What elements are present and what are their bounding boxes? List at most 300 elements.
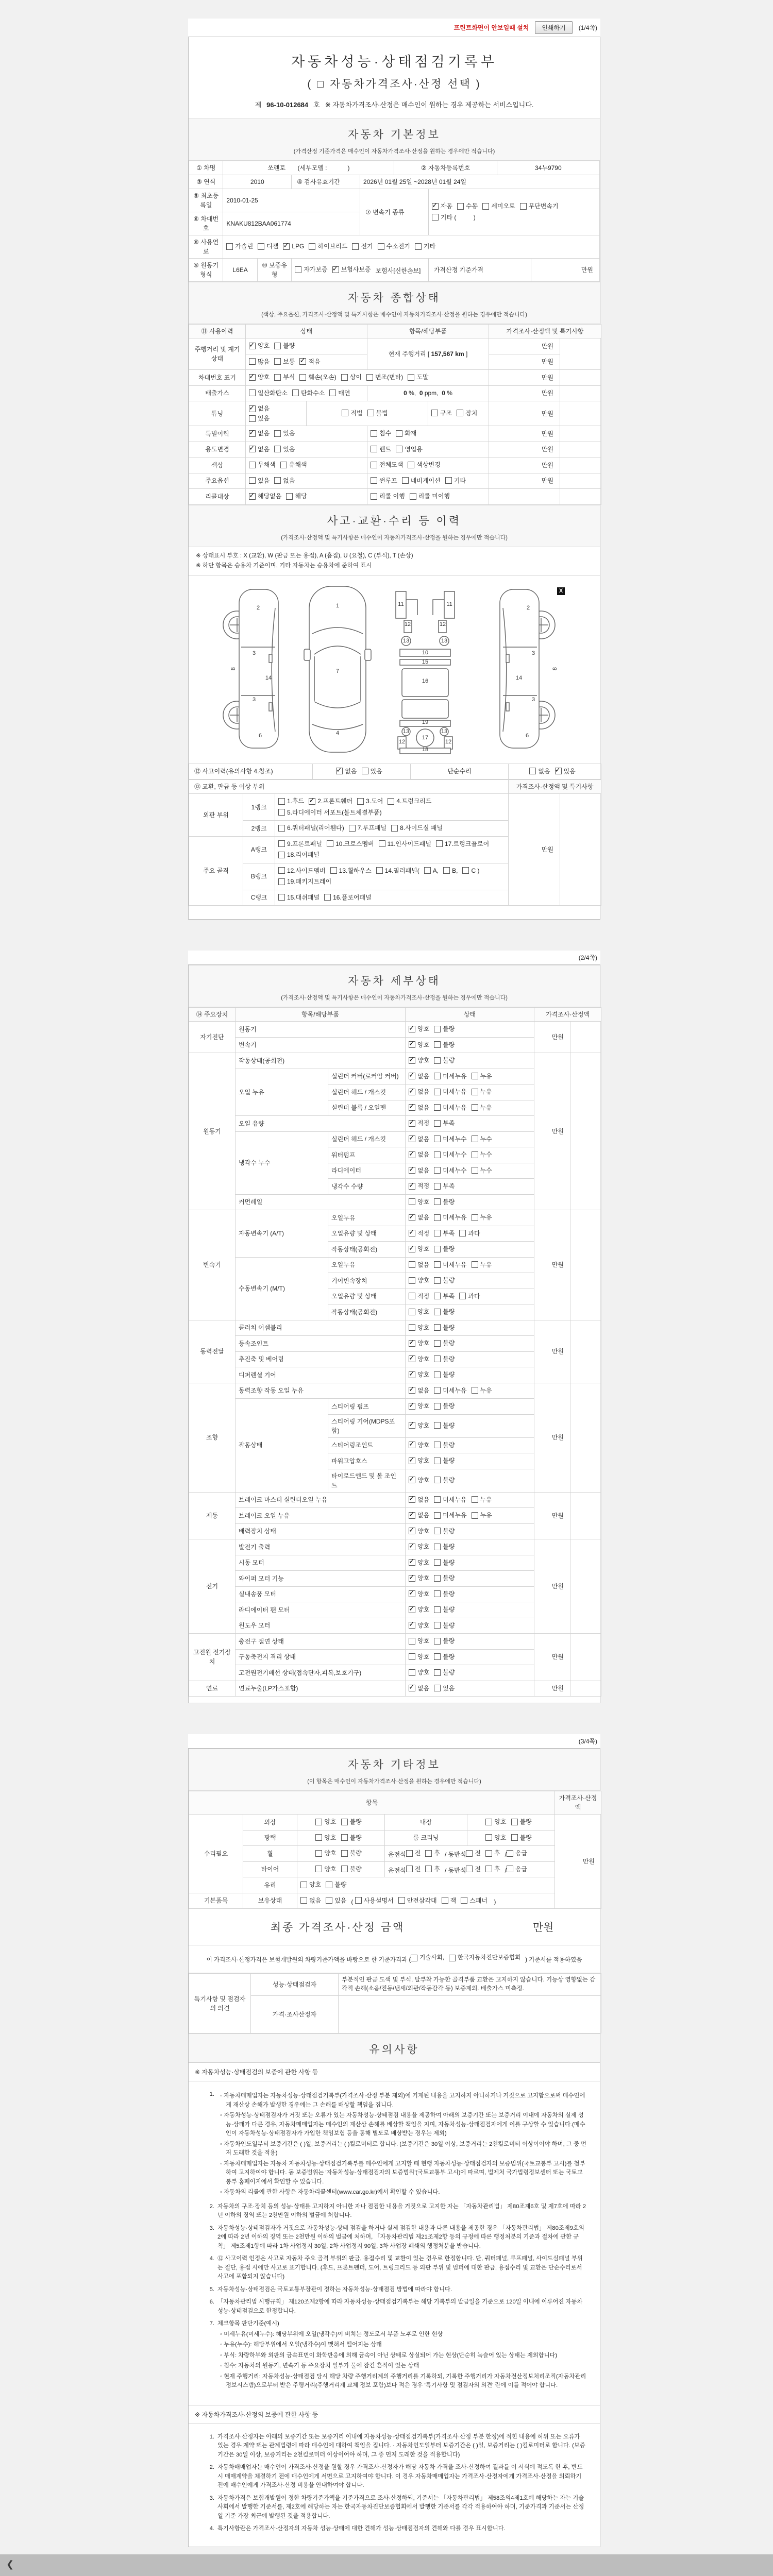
checkbox-option[interactable] — [409, 1668, 429, 1677]
checkbox-icon[interactable] — [355, 1897, 362, 1904]
checkbox-option[interactable] — [409, 1495, 429, 1504]
checkbox-icon[interactable] — [411, 1955, 417, 1961]
checkbox-icon[interactable] — [434, 1606, 441, 1613]
scroll-left-icon[interactable]: ❮ — [6, 2559, 14, 2569]
checkbox-option[interactable] — [249, 476, 270, 485]
checkbox-icon[interactable] — [300, 1882, 307, 1888]
checkbox-icon[interactable] — [434, 1590, 441, 1597]
checkbox-icon[interactable] — [434, 1638, 441, 1645]
checkbox-option[interactable] — [409, 1338, 429, 1348]
checkbox-icon[interactable] — [341, 1834, 348, 1841]
checkbox-option[interactable] — [278, 850, 320, 859]
checkbox-option[interactable] — [406, 1849, 421, 1858]
checkbox-option[interactable] — [379, 839, 431, 849]
checkbox-option[interactable] — [409, 1354, 429, 1364]
checkbox-option[interactable] — [406, 1865, 421, 1874]
horizontal-scrollbar[interactable] — [0, 2554, 773, 2576]
checkbox-option[interactable] — [299, 372, 336, 382]
checkbox-icon[interactable] — [436, 840, 443, 847]
checkbox-icon[interactable] — [434, 1167, 441, 1174]
checkbox-option[interactable] — [424, 866, 439, 875]
checkbox-option[interactable] — [555, 767, 576, 776]
checkbox-option[interactable] — [274, 341, 295, 350]
checkbox-option[interactable] — [432, 213, 476, 222]
checkbox-icon[interactable] — [442, 1897, 448, 1904]
checkbox-option[interactable] — [249, 445, 270, 454]
checkbox-icon[interactable] — [280, 462, 287, 468]
checkbox-option[interactable] — [457, 409, 477, 418]
checkbox-option[interactable] — [332, 265, 371, 274]
checkbox-option[interactable] — [434, 1495, 466, 1504]
checked-checkbox-icon[interactable] — [409, 1371, 415, 1378]
checkbox-icon[interactable] — [462, 867, 469, 874]
checked-checkbox-icon[interactable] — [409, 1622, 415, 1629]
checked-checkbox-icon[interactable] — [409, 1104, 415, 1111]
checkbox-option[interactable] — [461, 1896, 488, 1905]
checkbox-option[interactable] — [409, 1276, 429, 1285]
checkbox-option[interactable] — [388, 796, 431, 806]
checkbox-option[interactable] — [409, 1181, 429, 1191]
checkbox-option[interactable] — [274, 476, 295, 485]
checkbox-option[interactable] — [472, 1103, 492, 1112]
checkbox-icon[interactable] — [408, 374, 414, 381]
checkbox-option[interactable] — [398, 1896, 437, 1905]
checkbox-option[interactable] — [409, 1292, 429, 1301]
checkbox-icon[interactable] — [409, 1324, 415, 1331]
checkbox-option[interactable] — [409, 1476, 429, 1485]
checkbox-icon[interactable] — [449, 1955, 456, 1961]
checked-checkbox-icon[interactable] — [409, 1422, 415, 1429]
checked-checkbox-icon[interactable] — [249, 374, 256, 381]
checkbox-option[interactable] — [409, 1684, 429, 1693]
checkbox-option[interactable] — [396, 445, 423, 454]
checked-checkbox-icon[interactable] — [249, 446, 256, 452]
checkbox-option[interactable] — [434, 1573, 455, 1583]
checkbox-icon[interactable] — [402, 477, 409, 484]
checkbox-option[interactable] — [278, 839, 322, 849]
checkbox-option[interactable] — [434, 1229, 455, 1238]
checkbox-icon[interactable] — [278, 852, 285, 858]
checkbox-option[interactable] — [315, 1817, 336, 1826]
checkbox-icon[interactable] — [379, 840, 385, 847]
checkbox-icon[interactable] — [507, 1850, 513, 1857]
checkbox-icon[interactable] — [258, 243, 264, 250]
checkbox-option[interactable] — [434, 1338, 455, 1348]
checkbox-option[interactable] — [336, 767, 357, 776]
checkbox-icon[interactable] — [425, 1866, 432, 1872]
checkbox-icon[interactable] — [432, 214, 439, 221]
checkbox-option[interactable] — [434, 1244, 455, 1253]
checkbox-icon[interactable] — [472, 1136, 478, 1142]
checked-checkbox-icon[interactable] — [432, 203, 439, 210]
checkbox-icon[interactable] — [434, 1512, 441, 1519]
checked-checkbox-icon[interactable] — [409, 1073, 415, 1079]
checkbox-icon[interactable] — [278, 809, 285, 816]
checkbox-option[interactable] — [292, 388, 325, 398]
checkbox-option[interactable] — [352, 242, 373, 251]
checkbox-icon[interactable] — [409, 1653, 415, 1660]
checked-checkbox-icon[interactable] — [409, 1246, 415, 1252]
checkbox-option[interactable] — [409, 1370, 429, 1379]
checked-checkbox-icon[interactable] — [249, 430, 256, 437]
checkbox-option[interactable] — [341, 1865, 362, 1874]
checkbox-option[interactable] — [434, 1072, 466, 1081]
checkbox-icon[interactable] — [529, 768, 536, 774]
checked-checkbox-icon[interactable] — [409, 1120, 415, 1127]
checkbox-option[interactable] — [409, 1244, 429, 1253]
checkbox-icon[interactable] — [434, 1477, 441, 1483]
checkbox-icon[interactable] — [472, 1387, 478, 1394]
checkbox-option[interactable] — [434, 1323, 455, 1332]
checkbox-option[interactable] — [431, 409, 452, 418]
checkbox-icon[interactable] — [434, 1403, 441, 1410]
checkbox-option[interactable] — [434, 1213, 466, 1222]
checkbox-icon[interactable] — [434, 1026, 441, 1032]
checked-checkbox-icon[interactable] — [249, 493, 256, 500]
checkbox-icon[interactable] — [326, 1897, 332, 1904]
checkbox-option[interactable] — [278, 877, 331, 886]
checkbox-icon[interactable] — [472, 1496, 478, 1503]
checkbox-option[interactable] — [485, 1817, 506, 1826]
checkbox-option[interactable] — [434, 1440, 455, 1450]
checkbox-icon[interactable] — [249, 415, 256, 422]
checkbox-option[interactable] — [434, 1652, 455, 1662]
checkbox-icon[interactable] — [249, 358, 256, 365]
checkbox-option[interactable] — [378, 242, 410, 251]
checkbox-option[interactable] — [326, 1880, 346, 1889]
checkbox-option[interactable] — [371, 460, 403, 469]
checkbox-option[interactable] — [226, 242, 253, 251]
checked-checkbox-icon[interactable] — [409, 1041, 415, 1048]
checkbox-option[interactable] — [299, 357, 320, 366]
checkbox-icon[interactable] — [507, 1866, 513, 1872]
checkbox-icon[interactable] — [249, 389, 256, 396]
checkbox-option[interactable] — [472, 1072, 492, 1081]
checkbox-option[interactable] — [409, 1652, 429, 1662]
checkbox-option[interactable] — [409, 1056, 429, 1065]
checkbox-icon[interactable] — [292, 389, 299, 396]
checkbox-option[interactable] — [409, 1213, 429, 1222]
checkbox-option[interactable] — [258, 242, 278, 251]
checkbox-option[interactable] — [396, 429, 416, 438]
checkbox-icon[interactable] — [357, 798, 364, 805]
checkbox-icon[interactable] — [445, 477, 452, 484]
checkbox-option[interactable] — [434, 1134, 466, 1144]
checkbox-option[interactable] — [367, 409, 388, 418]
checkbox-option[interactable] — [409, 1229, 429, 1238]
checkbox-icon[interactable] — [434, 1422, 441, 1429]
checkbox-icon[interactable] — [466, 1850, 473, 1857]
checked-checkbox-icon[interactable] — [409, 1606, 415, 1613]
checkbox-icon[interactable] — [362, 768, 368, 774]
checkbox-option[interactable] — [278, 796, 304, 806]
checked-checkbox-icon[interactable] — [409, 1403, 415, 1410]
checkbox-option[interactable] — [371, 445, 391, 454]
checkbox-icon[interactable] — [371, 477, 377, 484]
checkbox-option[interactable] — [443, 866, 458, 875]
checkbox-option[interactable] — [529, 767, 550, 776]
checkbox-option[interactable] — [278, 866, 326, 875]
checked-checkbox-icon[interactable] — [409, 1151, 415, 1158]
checkbox-icon[interactable] — [424, 867, 431, 874]
checkbox-icon[interactable] — [278, 878, 285, 885]
checked-checkbox-icon[interactable] — [409, 1477, 415, 1483]
checkbox-option[interactable] — [507, 1849, 527, 1858]
checkbox-option[interactable] — [436, 839, 489, 849]
checkbox-option[interactable] — [300, 1880, 321, 1889]
checkbox-icon[interactable] — [342, 410, 348, 416]
checkbox-icon[interactable] — [406, 1850, 413, 1857]
checkbox-option[interactable] — [434, 1292, 455, 1301]
checkbox-option[interactable] — [472, 1150, 492, 1159]
checked-checkbox-icon[interactable] — [283, 243, 290, 250]
checkbox-option[interactable] — [472, 1386, 492, 1395]
checkbox-option[interactable] — [409, 1542, 429, 1551]
checkbox-icon[interactable] — [434, 1277, 441, 1284]
checkbox-option[interactable] — [309, 796, 352, 806]
checked-checkbox-icon[interactable] — [336, 768, 343, 774]
checkbox-icon[interactable] — [472, 1214, 478, 1221]
checkbox-option[interactable] — [391, 823, 443, 833]
checkbox-icon[interactable] — [274, 358, 281, 365]
checkbox-option[interactable] — [249, 341, 270, 350]
checkbox-option[interactable] — [409, 1621, 429, 1630]
checked-checkbox-icon[interactable] — [409, 1167, 415, 1174]
checkbox-option[interactable] — [409, 1260, 429, 1269]
checkbox-option[interactable] — [434, 1181, 455, 1191]
checkbox-option[interactable] — [434, 1150, 466, 1159]
checkbox-option[interactable] — [409, 1421, 429, 1430]
checkbox-icon[interactable] — [434, 1198, 441, 1205]
checkbox-option[interactable] — [309, 242, 347, 251]
checkbox-option[interactable] — [457, 201, 478, 211]
checkbox-option[interactable] — [485, 1833, 506, 1842]
checkbox-option[interactable] — [472, 1087, 492, 1096]
checkbox-icon[interactable] — [434, 1685, 441, 1691]
checkbox-option[interactable] — [434, 1118, 455, 1128]
checkbox-icon[interactable] — [278, 840, 285, 847]
checkbox-option[interactable] — [434, 1087, 466, 1096]
checkbox-icon[interactable] — [434, 1371, 441, 1378]
checkbox-option[interactable] — [366, 372, 403, 382]
checkbox-option[interactable] — [432, 201, 452, 211]
checkbox-icon[interactable] — [278, 798, 285, 805]
checkbox-option[interactable] — [274, 372, 295, 382]
checkbox-option[interactable] — [434, 1668, 455, 1677]
checkbox-option[interactable] — [249, 414, 298, 423]
checked-checkbox-icon[interactable] — [409, 1387, 415, 1394]
checkbox-icon[interactable] — [409, 1638, 415, 1645]
checked-checkbox-icon[interactable] — [409, 1230, 415, 1236]
checked-checkbox-icon[interactable] — [555, 768, 562, 774]
checkbox-icon[interactable] — [409, 1277, 415, 1284]
checkbox-icon[interactable] — [391, 825, 398, 832]
checkbox-option[interactable] — [409, 1511, 429, 1520]
checkbox-option[interactable] — [482, 201, 515, 211]
checked-checkbox-icon[interactable] — [409, 1544, 415, 1550]
checkbox-icon[interactable] — [376, 867, 383, 874]
checkbox-option[interactable] — [278, 823, 344, 833]
checkbox-option[interactable] — [409, 1024, 429, 1033]
checkbox-icon[interactable] — [249, 477, 256, 484]
checkbox-option[interactable] — [409, 1573, 429, 1583]
checkbox-option[interactable] — [274, 357, 295, 366]
checkbox-option[interactable] — [434, 1056, 455, 1065]
checked-checkbox-icon[interactable] — [309, 798, 315, 805]
checkbox-option[interactable] — [409, 1558, 429, 1567]
checkbox-icon[interactable] — [278, 867, 285, 874]
checkbox-icon[interactable] — [409, 1293, 415, 1299]
checkbox-icon[interactable] — [278, 894, 285, 901]
checkbox-option[interactable] — [249, 404, 298, 413]
checkbox-icon[interactable] — [434, 1622, 441, 1629]
checkbox-option[interactable] — [409, 1072, 429, 1081]
checkbox-option[interactable] — [341, 372, 362, 382]
checkbox-option[interactable] — [434, 1511, 466, 1520]
checkbox-icon[interactable] — [511, 1834, 518, 1841]
checkbox-icon[interactable] — [274, 477, 281, 484]
checkbox-icon[interactable] — [434, 1136, 441, 1142]
checkbox-option[interactable] — [409, 1323, 429, 1332]
checkbox-option[interactable] — [409, 1307, 429, 1316]
checkbox-option[interactable] — [349, 823, 386, 833]
checkbox-icon[interactable] — [472, 1512, 478, 1519]
checkbox-option[interactable] — [342, 409, 362, 418]
checkbox-option[interactable] — [434, 1307, 455, 1316]
checkbox-icon[interactable] — [309, 243, 315, 250]
checkbox-option[interactable] — [472, 1260, 492, 1269]
checkbox-option[interactable] — [409, 1636, 429, 1646]
checkbox-icon[interactable] — [434, 1387, 441, 1394]
checkbox-option[interactable] — [283, 242, 304, 251]
checked-checkbox-icon[interactable] — [409, 1442, 415, 1448]
checkbox-icon[interactable] — [434, 1496, 441, 1503]
checkbox-option[interactable] — [341, 1849, 362, 1858]
checkbox-icon[interactable] — [274, 446, 281, 452]
checkbox-option[interactable] — [286, 492, 307, 501]
checkbox-icon[interactable] — [434, 1057, 441, 1064]
checkbox-icon[interactable] — [249, 462, 256, 468]
checkbox-icon[interactable] — [434, 1669, 441, 1676]
checkbox-icon[interactable] — [434, 1151, 441, 1158]
checkbox-option[interactable] — [409, 1118, 429, 1128]
checkbox-icon[interactable] — [482, 203, 489, 210]
checkbox-icon[interactable] — [349, 825, 356, 832]
checkbox-icon[interactable] — [431, 410, 438, 416]
checkbox-option[interactable] — [434, 1456, 455, 1465]
checkbox-option[interactable] — [249, 460, 276, 469]
checkbox-icon[interactable] — [278, 825, 285, 832]
checkbox-option[interactable] — [434, 1558, 455, 1567]
checkbox-option[interactable] — [355, 1896, 394, 1905]
checkbox-option[interactable] — [434, 1166, 466, 1175]
checkbox-icon[interactable] — [425, 1850, 432, 1857]
checkbox-icon[interactable] — [341, 1866, 348, 1872]
checkbox-option[interactable] — [462, 866, 479, 875]
checkbox-option[interactable] — [434, 1476, 455, 1485]
checkbox-option[interactable] — [409, 1401, 429, 1411]
checkbox-option[interactable] — [434, 1421, 455, 1430]
checkbox-icon[interactable] — [443, 867, 450, 874]
checkbox-option[interactable] — [434, 1260, 466, 1269]
checkbox-option[interactable] — [326, 1896, 346, 1905]
checkbox-option[interactable] — [472, 1511, 492, 1520]
checkbox-option[interactable] — [315, 1865, 336, 1874]
checkbox-option[interactable] — [409, 1166, 429, 1175]
checkbox-icon[interactable] — [461, 1897, 467, 1904]
checkbox-icon[interactable] — [434, 1653, 441, 1660]
checkbox-option[interactable] — [411, 1953, 444, 1963]
checked-checkbox-icon[interactable] — [409, 1575, 415, 1582]
checkbox-option[interactable] — [445, 476, 466, 485]
checkbox-icon[interactable] — [457, 203, 464, 210]
checked-checkbox-icon[interactable] — [409, 1528, 415, 1534]
checkbox-icon[interactable] — [434, 1355, 441, 1362]
checkbox-option[interactable] — [434, 1401, 455, 1411]
checkbox-option[interactable] — [434, 1527, 455, 1536]
checkbox-option[interactable] — [442, 1896, 457, 1905]
checkbox-icon[interactable] — [485, 1850, 492, 1857]
checkbox-icon[interactable] — [410, 493, 416, 500]
checked-checkbox-icon[interactable] — [409, 1590, 415, 1597]
checkbox-icon[interactable] — [371, 462, 377, 468]
checkbox-option[interactable] — [315, 1849, 336, 1858]
checkbox-option[interactable] — [409, 1087, 429, 1096]
checkbox-icon[interactable] — [434, 1246, 441, 1252]
checkbox-option[interactable] — [324, 893, 372, 902]
checkbox-option[interactable] — [434, 1103, 466, 1112]
checkbox-option[interactable] — [274, 445, 295, 454]
checkbox-icon[interactable] — [371, 430, 377, 437]
print-button[interactable]: 인쇄하기 — [535, 21, 572, 34]
checkbox-icon[interactable] — [300, 1897, 307, 1904]
checkbox-icon[interactable] — [472, 1073, 478, 1079]
checkbox-option[interactable] — [409, 1440, 429, 1450]
checkbox-icon[interactable] — [485, 1819, 492, 1825]
checkbox-option[interactable] — [315, 1833, 336, 1842]
checkbox-icon[interactable] — [315, 1834, 322, 1841]
checkbox-option[interactable] — [280, 460, 307, 469]
checkbox-icon[interactable] — [485, 1834, 492, 1841]
checkbox-option[interactable] — [249, 492, 281, 501]
checkbox-option[interactable] — [425, 1849, 440, 1858]
checkbox-icon[interactable] — [466, 1866, 473, 1872]
checkbox-icon[interactable] — [388, 798, 394, 805]
checkbox-option[interactable] — [472, 1166, 492, 1175]
checkbox-icon[interactable] — [396, 446, 402, 452]
checkbox-option[interactable] — [341, 1817, 362, 1826]
checkbox-option[interactable] — [511, 1817, 532, 1826]
checkbox-icon[interactable] — [434, 1104, 441, 1111]
checkbox-icon[interactable] — [434, 1442, 441, 1448]
checkbox-option[interactable] — [295, 265, 327, 274]
checkbox-icon[interactable] — [434, 1340, 441, 1347]
print-install-notice[interactable]: 프린트화면이 안보일때 설치 — [453, 24, 529, 31]
checkbox-icon[interactable] — [352, 243, 359, 250]
checked-checkbox-icon[interactable] — [409, 1340, 415, 1347]
checkbox-icon[interactable] — [398, 1897, 405, 1904]
checkbox-icon[interactable] — [472, 1261, 478, 1268]
checkbox-option[interactable] — [327, 839, 374, 849]
checkbox-icon[interactable] — [274, 343, 281, 349]
checkbox-icon[interactable] — [459, 1230, 466, 1236]
checkbox-icon[interactable] — [520, 203, 527, 210]
checkbox-icon[interactable] — [274, 430, 281, 437]
checkbox-icon[interactable] — [326, 1882, 332, 1888]
checkbox-option[interactable] — [415, 242, 435, 251]
checkbox-option[interactable] — [485, 1865, 500, 1874]
checkbox-icon[interactable] — [315, 1850, 322, 1857]
